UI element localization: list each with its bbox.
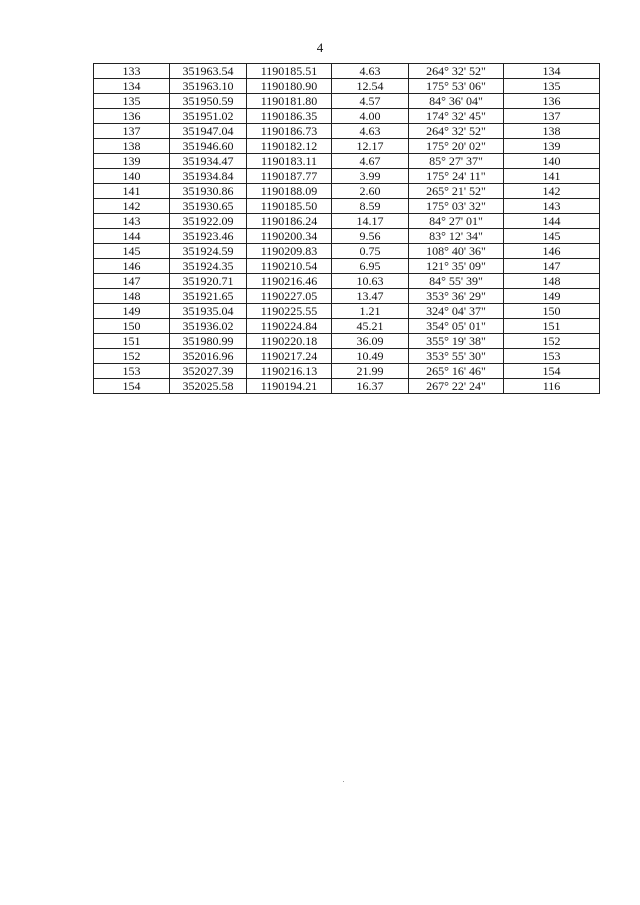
next-point-cell: 140	[504, 154, 600, 169]
next-point-cell: 149	[504, 289, 600, 304]
y-coordinate-cell: 1190185.50	[247, 199, 332, 214]
y-coordinate-cell: 1190187.77	[247, 169, 332, 184]
y-coordinate-cell: 1190225.55	[247, 304, 332, 319]
distance-cell: 13.47	[332, 289, 409, 304]
distance-cell: 10.63	[332, 274, 409, 289]
y-coordinate-cell: 1190185.51	[247, 64, 332, 79]
y-coordinate-cell: 1190216.13	[247, 364, 332, 379]
point-number-cell: 146	[94, 259, 170, 274]
y-coordinate-cell: 1190180.90	[247, 79, 332, 94]
y-coordinate-cell: 1190200.34	[247, 229, 332, 244]
table-row	[94, 274, 600, 289]
point-number-cell: 138	[94, 139, 170, 154]
next-point-cell: 139	[504, 139, 600, 154]
x-coordinate-cell: 351934.84	[170, 169, 247, 184]
point-number-cell: 147	[94, 274, 170, 289]
y-coordinate-cell: 1190186.73	[247, 124, 332, 139]
y-coordinate-cell: 1190186.35	[247, 109, 332, 124]
point-number-cell: 143	[94, 214, 170, 229]
y-coordinate-cell: 1190224.84	[247, 319, 332, 334]
x-coordinate-cell: 351947.04	[170, 124, 247, 139]
y-coordinate-cell: 1190217.24	[247, 349, 332, 364]
x-coordinate-cell: 351921.65	[170, 289, 247, 304]
x-coordinate-cell: 351923.46	[170, 229, 247, 244]
table-row	[94, 64, 600, 79]
y-coordinate-cell: 1190183.11	[247, 154, 332, 169]
next-point-cell: 150	[504, 304, 600, 319]
distance-cell: 9.56	[332, 229, 409, 244]
distance-cell: 4.00	[332, 109, 409, 124]
next-point-cell: 143	[504, 199, 600, 214]
bearing-cell: 175° 24' 11"	[409, 169, 504, 184]
bearing-cell: 175° 53' 06"	[409, 79, 504, 94]
bearing-cell: 174° 32' 45"	[409, 109, 504, 124]
x-coordinate-cell: 351930.65	[170, 199, 247, 214]
distance-cell: 12.17	[332, 139, 409, 154]
next-point-cell: 141	[504, 169, 600, 184]
y-coordinate-cell: 1190210.54	[247, 259, 332, 274]
next-point-cell: 153	[504, 349, 600, 364]
next-point-cell: 152	[504, 334, 600, 349]
table-row	[94, 319, 600, 334]
bearing-cell: 264° 32' 52"	[409, 64, 504, 79]
distance-cell: 21.99	[332, 364, 409, 379]
y-coordinate-cell: 1190220.18	[247, 334, 332, 349]
x-coordinate-cell: 351950.59	[170, 94, 247, 109]
next-point-cell: 138	[504, 124, 600, 139]
next-point-cell: 137	[504, 109, 600, 124]
x-coordinate-cell: 351924.35	[170, 259, 247, 274]
bearing-cell: 264° 32' 52"	[409, 124, 504, 139]
point-number-cell: 133	[94, 64, 170, 79]
bearing-cell: 175° 03' 32"	[409, 199, 504, 214]
table-row	[94, 124, 600, 139]
point-number-cell: 152	[94, 349, 170, 364]
x-coordinate-cell: 352016.96	[170, 349, 247, 364]
next-point-cell: 136	[504, 94, 600, 109]
distance-cell: 16.37	[332, 379, 409, 394]
table-row	[94, 379, 600, 394]
distance-cell: 45.21	[332, 319, 409, 334]
distance-cell: 8.59	[332, 199, 409, 214]
table-row	[94, 304, 600, 319]
next-point-cell: 142	[504, 184, 600, 199]
page-number: 4	[316, 40, 324, 55]
next-point-cell: 154	[504, 364, 600, 379]
x-coordinate-cell: 352025.58	[170, 379, 247, 394]
table-row	[94, 334, 600, 349]
point-number-cell: 153	[94, 364, 170, 379]
bearing-cell: 354° 05' 01"	[409, 319, 504, 334]
x-coordinate-cell: 351963.54	[170, 64, 247, 79]
x-coordinate-cell: 352027.39	[170, 364, 247, 379]
bearing-cell: 175° 20' 02"	[409, 139, 504, 154]
coordinates-table-body	[94, 64, 600, 394]
x-coordinate-cell: 351930.86	[170, 184, 247, 199]
y-coordinate-cell: 1190227.05	[247, 289, 332, 304]
table-row	[94, 154, 600, 169]
table-row	[94, 349, 600, 364]
x-coordinate-cell: 351963.10	[170, 79, 247, 94]
y-coordinate-cell: 1190182.12	[247, 139, 332, 154]
y-coordinate-cell: 1190209.83	[247, 244, 332, 259]
point-number-cell: 148	[94, 289, 170, 304]
x-coordinate-cell: 351920.71	[170, 274, 247, 289]
point-number-cell: 145	[94, 244, 170, 259]
bearing-cell: 267° 22' 24"	[409, 379, 504, 394]
y-coordinate-cell: 1190181.80	[247, 94, 332, 109]
x-coordinate-cell: 351936.02	[170, 319, 247, 334]
point-number-cell: 139	[94, 154, 170, 169]
table-row	[94, 184, 600, 199]
table-row	[94, 289, 600, 304]
point-number-cell: 151	[94, 334, 170, 349]
next-point-cell: 151	[504, 319, 600, 334]
x-coordinate-cell: 351951.02	[170, 109, 247, 124]
table-row	[94, 94, 600, 109]
bearing-cell: 265° 16' 46"	[409, 364, 504, 379]
point-number-cell: 135	[94, 94, 170, 109]
table-row	[94, 229, 600, 244]
point-number-cell: 134	[94, 79, 170, 94]
distance-cell: 36.09	[332, 334, 409, 349]
next-point-cell: 116	[504, 379, 600, 394]
next-point-cell: 144	[504, 214, 600, 229]
bearing-cell: 324° 04' 37"	[409, 304, 504, 319]
y-coordinate-cell: 1190188.09	[247, 184, 332, 199]
distance-cell: 0.75	[332, 244, 409, 259]
bearing-cell: 84° 36' 04"	[409, 94, 504, 109]
table-row	[94, 169, 600, 184]
table-row	[94, 364, 600, 379]
next-point-cell: 135	[504, 79, 600, 94]
bearing-cell: 265° 21' 52"	[409, 184, 504, 199]
table-row	[94, 139, 600, 154]
table-row	[94, 79, 600, 94]
bearing-cell: 121° 35' 09"	[409, 259, 504, 274]
scan-speck	[343, 781, 344, 782]
y-coordinate-cell: 1190194.21	[247, 379, 332, 394]
distance-cell: 2.60	[332, 184, 409, 199]
distance-cell: 6.95	[332, 259, 409, 274]
bearing-cell: 353° 36' 29"	[409, 289, 504, 304]
bearing-cell: 84° 55' 39"	[409, 274, 504, 289]
distance-cell: 4.57	[332, 94, 409, 109]
bearing-cell: 85° 27' 37"	[409, 154, 504, 169]
y-coordinate-cell: 1190216.46	[247, 274, 332, 289]
table-row	[94, 244, 600, 259]
next-point-cell: 148	[504, 274, 600, 289]
point-number-cell: 137	[94, 124, 170, 139]
bearing-cell: 353° 55' 30"	[409, 349, 504, 364]
x-coordinate-cell: 351946.60	[170, 139, 247, 154]
next-point-cell: 145	[504, 229, 600, 244]
point-number-cell: 150	[94, 319, 170, 334]
y-coordinate-cell: 1190186.24	[247, 214, 332, 229]
distance-cell: 1.21	[332, 304, 409, 319]
point-number-cell: 142	[94, 199, 170, 214]
x-coordinate-cell: 351935.04	[170, 304, 247, 319]
next-point-cell: 147	[504, 259, 600, 274]
table-row	[94, 214, 600, 229]
point-number-cell: 144	[94, 229, 170, 244]
table-row	[94, 109, 600, 124]
distance-cell: 3.99	[332, 169, 409, 184]
bearing-cell: 84° 27' 01"	[409, 214, 504, 229]
distance-cell: 4.63	[332, 124, 409, 139]
next-point-cell: 134	[504, 64, 600, 79]
point-number-cell: 149	[94, 304, 170, 319]
x-coordinate-cell: 351922.09	[170, 214, 247, 229]
table-row	[94, 199, 600, 214]
bearing-cell: 355° 19' 38"	[409, 334, 504, 349]
bearing-cell: 83° 12' 34"	[409, 229, 504, 244]
next-point-cell: 146	[504, 244, 600, 259]
distance-cell: 4.67	[332, 154, 409, 169]
distance-cell: 4.63	[332, 64, 409, 79]
x-coordinate-cell: 351934.47	[170, 154, 247, 169]
point-number-cell: 141	[94, 184, 170, 199]
bearing-cell: 108° 40' 36"	[409, 244, 504, 259]
point-number-cell: 136	[94, 109, 170, 124]
x-coordinate-cell: 351924.59	[170, 244, 247, 259]
distance-cell: 14.17	[332, 214, 409, 229]
x-coordinate-cell: 351980.99	[170, 334, 247, 349]
table-row	[94, 259, 600, 274]
point-number-cell: 154	[94, 379, 170, 394]
distance-cell: 10.49	[332, 349, 409, 364]
point-number-cell: 140	[94, 169, 170, 184]
distance-cell: 12.54	[332, 79, 409, 94]
coordinates-table	[93, 63, 600, 394]
